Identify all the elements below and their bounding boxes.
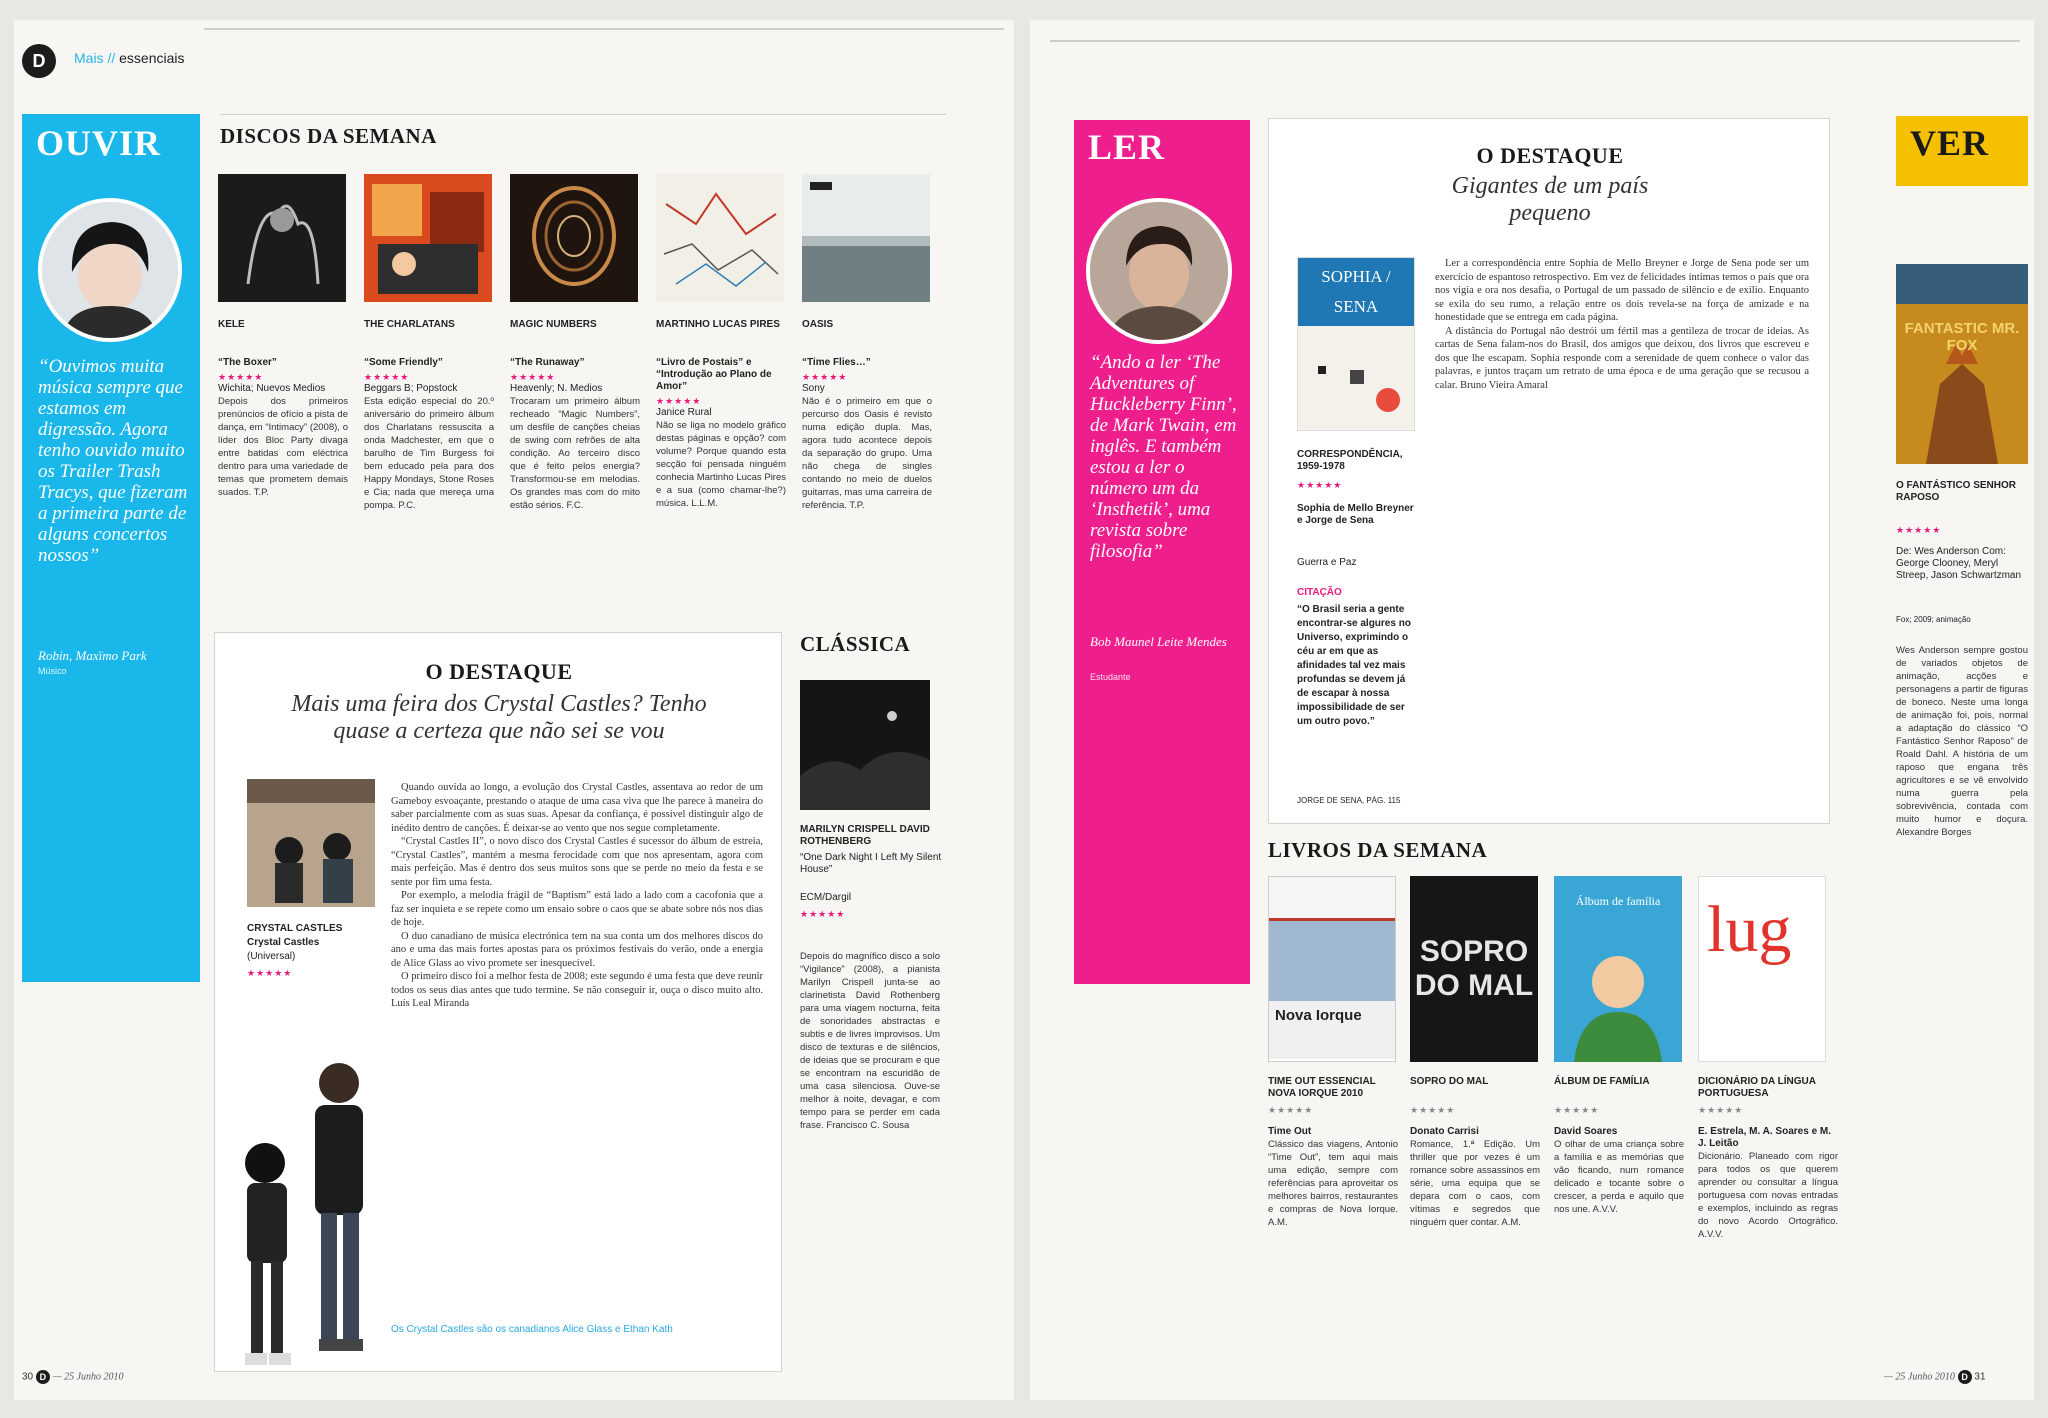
discos-rule xyxy=(220,114,946,115)
disco-artist: KELE xyxy=(218,319,245,330)
citation-label: CITAÇÃO xyxy=(1297,587,1342,598)
ouvir-title: OUVIR xyxy=(36,123,162,163)
album-cover-martinho-lucas-pires[interactable] xyxy=(656,174,784,302)
breadcrumb-section[interactable]: Mais xyxy=(74,50,104,66)
book-cover-album-de-familia[interactable] xyxy=(1554,876,1682,1062)
book-cover-text: lug xyxy=(1707,893,1792,966)
book-cover-text: Nova Iorque xyxy=(1269,1001,1395,1059)
album-cover-magic-numbers[interactable] xyxy=(510,174,638,302)
ler-quote: “Ando a ler ‘The Adventures of Huckleberry Finn’, de Mark Twain, em inglês. E também estou a ler o número um da ‘Insthetik’, uma revista sobre filosofia” xyxy=(1090,352,1237,562)
disco-item[interactable] xyxy=(218,174,348,533)
book-cover-art xyxy=(1554,932,1682,1062)
livro-title: SOPRO DO MAL xyxy=(1410,1076,1489,1087)
livro-rating: ★★★★★ xyxy=(1554,1106,1600,1116)
ver-column xyxy=(1896,116,2028,186)
disco-review: Não se liga no modelo gráfico destas páginas e opção? com volume? Porque quando esta secção foi pensada ninguém conhecia Martinho Lucas Pires e a sua (como chamar-lhe?) música. L.L.M. xyxy=(656,420,786,509)
disco-artist: THE CHARLATANS xyxy=(364,319,455,330)
livro-rating: ★★★★★ xyxy=(1698,1106,1744,1116)
destaque-label: O DESTAQUE xyxy=(425,659,573,684)
folio-right xyxy=(1884,1370,1986,1384)
right-page xyxy=(1030,20,2034,1400)
film-title: O FANTÁSTICO SENHOR RAPOSO xyxy=(1896,480,2017,503)
book-publisher: Guerra e Paz xyxy=(1297,557,1357,568)
disco-album: “The Runaway” xyxy=(510,357,585,368)
magazine-logo: D xyxy=(22,44,56,78)
breadcrumb-separator: // xyxy=(107,50,116,66)
ver-title: VER xyxy=(1910,123,1990,163)
person-portrait-icon xyxy=(1090,202,1228,340)
film-poster-art xyxy=(1896,264,2028,464)
disco-label: Beggars B; Popstock xyxy=(364,383,458,394)
book-title: CORRESPONDÊNCIA, 1959-1978 xyxy=(1297,449,1403,472)
destaque-record-label: (Universal) xyxy=(247,951,296,962)
livro-title: TIME OUT ESSENCIAL NOVA IORQUE 2010 xyxy=(1268,1076,1376,1099)
discos-title: DISCOS DA SEMANA xyxy=(220,124,437,148)
disco-rating: ★★★★★ xyxy=(364,373,410,383)
livro-title: ÁLBUM DE FAMÍLIA xyxy=(1554,1076,1650,1087)
film-meta: Fox; 2009; animação xyxy=(1896,615,1971,624)
left-page xyxy=(14,20,1014,1400)
destaque-rating: ★★★★★ xyxy=(247,969,293,979)
ouvir-quote-role: Músico xyxy=(38,666,67,676)
ouvir-quote-author: Robin, Maxïmo Park xyxy=(38,648,147,663)
ler-title: LER xyxy=(1088,127,1166,167)
ler-quote-role: Estudante xyxy=(1090,672,1131,682)
disco-rating: ★★★★★ xyxy=(656,397,702,407)
breadcrumb xyxy=(74,50,185,66)
film-poster[interactable] xyxy=(1896,264,2028,464)
article-paragraph: O primeiro disco foi a melhor festa de 2008; este segundo é uma festa que deve reunir todos os seus dias antes que tudo termine. Se não conseguir ir, ouça o disco muito alto. Luís Leal Miranda xyxy=(391,971,763,1009)
citation-source: JORGE DE SENA, PÁG. 115 xyxy=(1297,796,1401,805)
folio-left xyxy=(22,1370,124,1384)
disco-artist: OASIS xyxy=(802,319,834,330)
article-paragraph: Quando ouvida ao longo, a evolução dos Crystal Castles, assentava ao redor de um Gameboy esvoaçante, prestando o ataque de uma casa viva que lhe parece à maneira do saber parcialmente com as suas suas. Apesar da confiança, é possível distinguir algo de inédito dentro de canções. É deixar-se ao vento que nos segue completamente. xyxy=(391,782,763,834)
book-cover-text: SOPRO DO MAL xyxy=(1414,935,1534,1002)
issue-date: — 25 Junho 2010 xyxy=(1884,1371,1955,1383)
classica-album: “One Dark Night I Left My Silent House” xyxy=(800,852,942,875)
article-paragraph: Ler a correspondência entre Sophia de Mello Breyner e Jorge de Sena pode ser um exercício de espantoso retrospectivo. Em vez de felicidades íntimas temos o país que ora nos vigia e ora nos desafia, o Portugal de um passado de silêncio e de exílio. Enquanto se exila do seu rumo, a relação entre os dois revela-se na força de amizade e na honestidade que se entrega em cada página. xyxy=(1435,258,1809,323)
magazine-logo-small: D xyxy=(1958,1370,1972,1384)
book-cover-sopro-do-mal[interactable] xyxy=(1410,876,1538,1062)
disco-artist: MARTINHO LUCAS PIRES xyxy=(656,319,780,330)
livro-item[interactable] xyxy=(1554,876,1684,1338)
disco-rating: ★★★★★ xyxy=(510,373,556,383)
citation-text: “O Brasil seria a gente encontrar-se algures no Universo, exprimindo o céu ar em que as afinidades tal vez mais profundas se devem já de escapar à nossa impossibilidade de ser um outro povo.” xyxy=(1297,604,1411,727)
poster-title: FANTASTIC MR. FOX xyxy=(1904,320,2020,354)
livro-item[interactable] xyxy=(1698,876,1838,1340)
livros-title: LIVROS DA SEMANA xyxy=(1268,838,1488,862)
article-paragraph: Por exemplo, a melodia frágil de “Baptism” está lado a lado com a cacofonia que a faz ser inquieta e se repete como um ensaio sobre o caos que se abate sobre nós nos dias de hoje. xyxy=(391,890,763,928)
disco-item[interactable] xyxy=(510,174,640,533)
book-cover-art xyxy=(1298,326,1416,430)
page-number: 31 xyxy=(1974,1371,1986,1383)
disco-label: Janice Rural xyxy=(656,407,712,418)
destaque-box-left xyxy=(214,632,782,1372)
book-rating: ★★★★★ xyxy=(1297,481,1343,491)
destaque-caption: Os Crystal Castles são os canadianos Alice Glass e Ethan Kath xyxy=(391,1324,673,1335)
top-rule xyxy=(204,28,1004,30)
destaque-album: Crystal Castles xyxy=(247,937,320,948)
issue-date: — 25 Junho 2010 xyxy=(52,1371,124,1383)
film-rating: ★★★★★ xyxy=(1896,526,1942,536)
disco-album: “The Boxer” xyxy=(218,357,277,368)
disco-item[interactable] xyxy=(364,174,494,533)
disco-review: Esta edição especial do 20.º aniversário do primeiro álbum dos Charlatans ressuscita a onda Madchester, em que o barulho de Tim Burgess foi bem educado pela para dos Happy Mondays, Stone Roses e Cia; nada que mereça uma pompa. P.C. xyxy=(364,396,494,511)
ouvir-quote: “Ouvimos muita música sempre que estamos em digressão. Agora tenho ouvido muito os Trailer Trash Tracys, que fizeram a primeira parte de alguns concertos nossos” xyxy=(38,356,188,566)
disco-album: “Time Flies…” xyxy=(802,357,871,368)
livro-title: DICIONÁRIO DA LÍNGUA PORTUGUESA xyxy=(1698,1076,1816,1099)
disco-label: Sony xyxy=(802,383,825,394)
livro-review: Romance, 1.ª Edição. Um thriller que por vezes é um romance sobre assassinos em série, uma equipa que se depara com o caos, com vítimas e segredos que ninguém quer contar. A.M. xyxy=(1410,1139,1540,1228)
magazine-logo-small: D xyxy=(36,1370,50,1384)
classica-artist: MARILYN CRISPELL DAVID ROTHENBERG xyxy=(800,824,930,847)
ouvir-avatar xyxy=(38,198,182,342)
disco-album: “Some Friendly” xyxy=(364,357,443,368)
article-paragraph: “Crystal Castles II”, o novo disco dos Crystal Castles é sucessor do álbum de estreia, “Crystal Castles”, mantém a mesma ferocidade com que nos apresentam, agora com mais perfeição. Mas é dentro dos seus muitos sons que se perde no meio da festa e se sente por fim uma festa. xyxy=(391,836,763,888)
classica-review: Depois do magnífico disco a solo “Vigilance” (2008), a pianista Marilyn Crispell junta-se ao clarinetista David Rothenberg para uma viagem nocturna, feita de sonoridades abstractas e subtis e de livres improvisos. Um disco de texturas e de silêncios, de ideias que se procuram e que se encontram na escuridão de uma casa silenciosa. Ouve-se melhor à noite, devagar, e com tempo para se perder em cada frase. Francisco C. Sousa xyxy=(800,951,940,1131)
ler-quote-author: Bob Maunel Leite Mendes xyxy=(1090,634,1227,649)
destaque-headline: Gigantes de um país pequeno xyxy=(1451,173,1649,226)
livro-review: Clássico das viagens, Antonio “Time Out”, tem aqui mais uma edição, sempre com referências para aproveitar os melhores bairros, restaurantes e compras de Nova Iorque. A.M. xyxy=(1268,1139,1398,1228)
person-portrait-icon xyxy=(42,202,178,338)
destaque-headline: Mais uma feira dos Crystal Castles? Tenho quase a certeza que não sei se vou xyxy=(291,691,707,744)
disco-review: Não é o primeiro em que o percurso dos Oasis é revisto numa edição dupla. Mas, agora tudo acontece depois da separação do grupo. Uma não chega de singles contando no meio de duelos guitarras, mas uma carreira de referência. T.P. xyxy=(802,396,932,511)
album-cover-kele[interactable] xyxy=(218,174,346,302)
ler-avatar xyxy=(1086,198,1232,344)
destaque-artist: CRYSTAL CASTLES xyxy=(247,923,343,934)
album-cover-crystal-castles[interactable] xyxy=(247,779,375,907)
destaque-article xyxy=(391,781,763,1321)
album-cover-oasis[interactable] xyxy=(802,174,930,302)
disco-item[interactable] xyxy=(656,174,786,533)
book-cover-dicionario[interactable] xyxy=(1698,876,1826,1062)
disco-album: “Livro de Postais” e “Introdução ao Plano de Amor” xyxy=(656,357,772,392)
disco-rating: ★★★★★ xyxy=(802,373,848,383)
discos-list xyxy=(218,174,958,628)
destaque-box-right xyxy=(1268,118,1830,824)
destaque-label: O DESTAQUE xyxy=(1476,143,1624,168)
destaque-article xyxy=(1435,257,1809,807)
livro-author: Donato Carrisi xyxy=(1410,1126,1479,1137)
disco-review: Depois dos primeiros prenúncios de ofício a pista de dança, em “Intimacy” (2008), o líder dos Bloc Party divaga entre batidas com eléctrica dentro para uma variedade de temas que prometem demais suados. T.P. xyxy=(218,396,348,498)
band-photo xyxy=(221,1053,391,1371)
article-paragraph: O duo canadiano de música electrónica tem na sua conta um dos melhores discos do ano e uma das mais fortes apostas para os próximos festivais do verão, onde a energia de Alice Glass ao vivo promete ser inesquecível. xyxy=(391,930,763,969)
disco-artist: MAGIC NUMBERS xyxy=(510,319,597,330)
ouvir-column xyxy=(22,114,200,982)
film-credits: De: Wes Anderson Com: George Clooney, Meryl Streep, Jason Schwartzman xyxy=(1896,546,2022,581)
livro-review: O olhar de uma criança sobre a família e as memórias que vão ficando, num romance delicado e tocante sobre o crescer, a perda e aquilo que nos une. A.V.V. xyxy=(1554,1139,1684,1215)
breadcrumb-subsection[interactable]: essenciais xyxy=(119,50,185,66)
livro-author: David Soares xyxy=(1554,1126,1618,1137)
album-cover-charlatans[interactable] xyxy=(364,174,492,302)
book-cover-title: SOPHIA / SENA xyxy=(1298,258,1414,326)
article-paragraph: A distância do Portugal não destrói um fértil mas a gentileza de trocar de ideias. As cartas de Sena falam-nos do Brasil, dos amigos que deixou, dos livros que escreveu e dos que lhe escapam. Sophia responde com a serenidade de quem conhece o valor das palavras, e juntos traçam um retrato de uma época e de uma geração que se recusou a calar. Bruno Vieira Amaral xyxy=(1435,325,1809,391)
top-rule-right xyxy=(1050,40,2020,42)
album-cover-classica[interactable] xyxy=(800,680,930,810)
livro-author: E. Estrela, M. A. Soares e M. J. Leitão xyxy=(1698,1126,1832,1149)
book-cover-nova-iorque[interactable] xyxy=(1268,876,1396,1062)
page-number: 30 xyxy=(22,1371,34,1383)
book-cover-text: Álbum de família xyxy=(1575,894,1661,908)
disco-label: Heavenly; N. Medios xyxy=(510,383,603,394)
ler-column xyxy=(1074,120,1250,984)
book-cover-sophia-sena[interactable] xyxy=(1297,257,1415,431)
livro-item[interactable] xyxy=(1268,876,1398,1338)
classica-rating: ★★★★★ xyxy=(800,910,846,920)
livro-review: Dicionário. Planeado com rigor para todos os que querem aprender ou consultar a língua portuguesa com novas entradas e exemplos, incluindo as regras do novo Acordo Ortográfico. A.V.V. xyxy=(1698,1151,1838,1240)
disco-rating: ★★★★★ xyxy=(218,373,264,383)
livro-rating: ★★★★★ xyxy=(1268,1106,1314,1116)
classica-title: CLÁSSICA xyxy=(800,632,911,656)
film-review: Wes Anderson sempre gostou de variados objetos de animação, acções e personagens a partir de figuras de boneco. Neste uma longa de animação foi, pois, normal a adaptação do clássico “O Fantástico Senhor Raposo” de Roald Dahl. A história de um raposo que engana três agricultores e se vê envolvido numa guerra pela sobrevivência, contada com muito humor e doçura. Alexandre Borges xyxy=(1896,645,2028,838)
disco-review: Trocaram um primeiro álbum recheado “Magic Numbers”, um desfile de canções cheias de swing com refrões de alta condição. Ao terceiro disco que é feito pelos energia? Transformou-se em melodias. Os grandes mas com do mito estão sérios. F.C. xyxy=(510,396,640,511)
livro-author: Time Out xyxy=(1268,1126,1312,1137)
classica-label: ECM/Dargil xyxy=(800,892,852,903)
disco-item[interactable] xyxy=(802,174,932,533)
livro-rating: ★★★★★ xyxy=(1410,1106,1456,1116)
book-authors: Sophia de Mello Breyner e Jorge de Sena xyxy=(1297,503,1414,526)
disco-label: Wichita; Nuevos Medios xyxy=(218,383,326,394)
livro-item[interactable] xyxy=(1410,876,1540,1338)
